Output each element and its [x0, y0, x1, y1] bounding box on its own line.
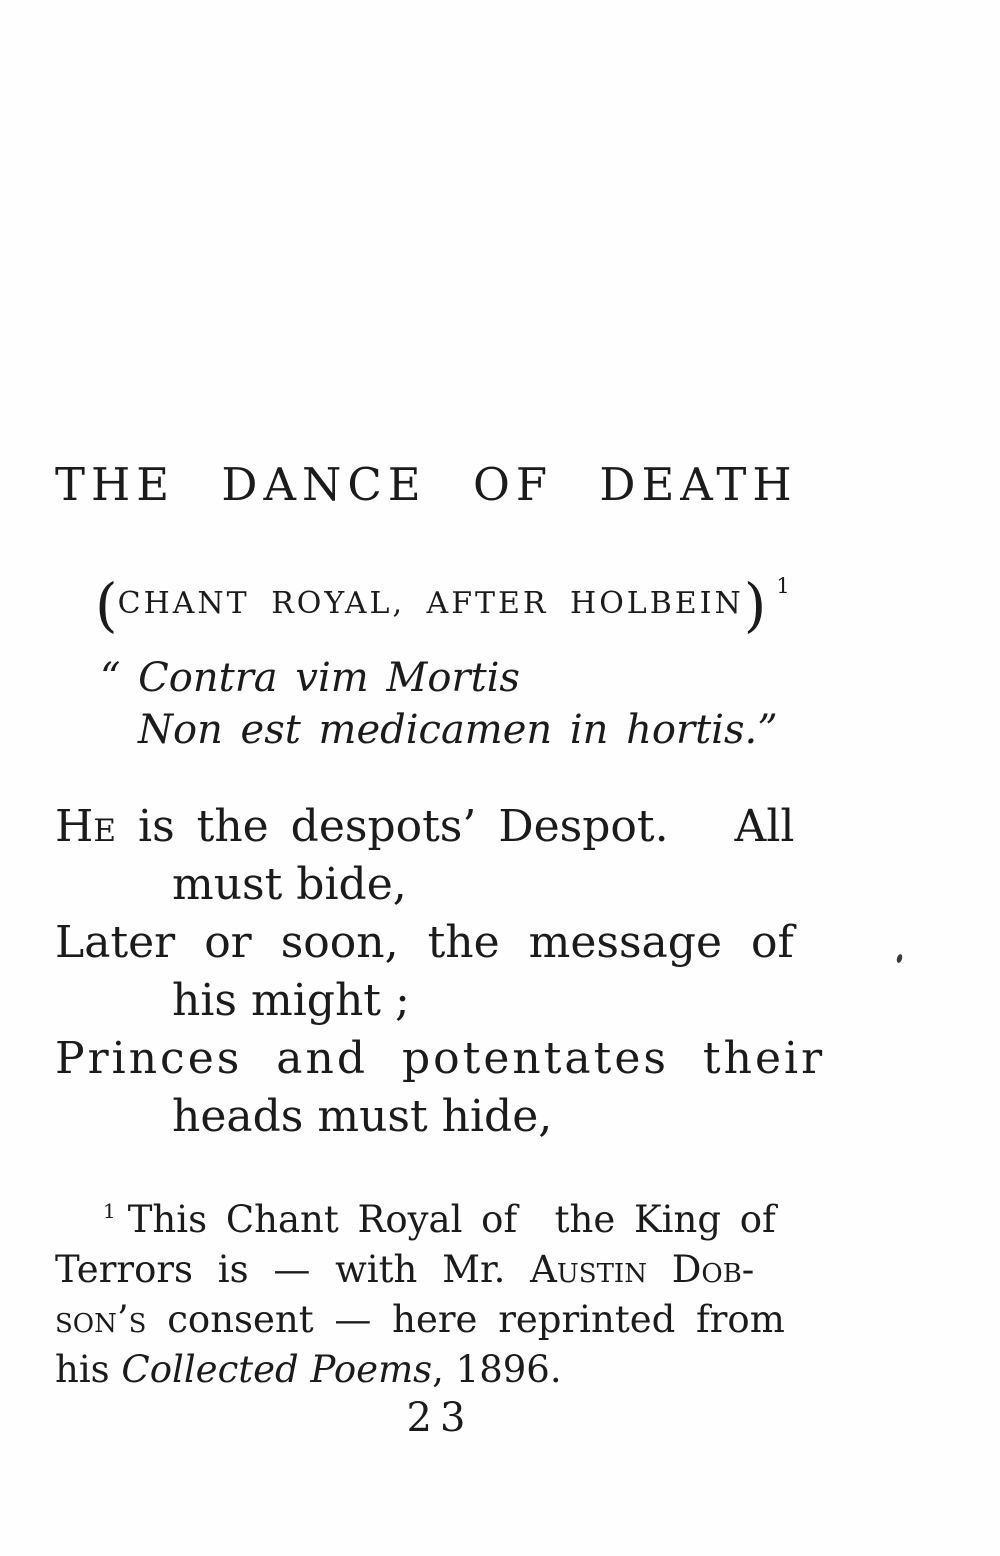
poem-line-text: Princes and potentates their: [55, 1033, 826, 1084]
poem-line: [55, 1030, 845, 1146]
poem-line-continuation: must bide,: [172, 859, 407, 910]
epigraph-line: “ Contra vim Mortis: [100, 655, 520, 701]
footnote-reference-marker: 1: [776, 574, 790, 598]
footnote-line: [55, 1345, 845, 1395]
poem-line: [55, 914, 845, 1030]
page-title: THE DANCE OF DEATH: [55, 458, 798, 511]
poem-line: [55, 798, 845, 914]
poem-line-continuation: heads must hide,: [172, 1091, 553, 1142]
print-speck: [896, 953, 904, 963]
footnote-book-title: Collected Poems: [121, 1348, 433, 1391]
poem-line-text: is the despots’ Despot. All: [116, 801, 795, 852]
subtitle-close-paren: ): [743, 571, 767, 639]
subtitle-open-paren: (: [95, 571, 118, 639]
footnote-smallcaps-name: son’s: [55, 1298, 147, 1341]
poem-line-continuation: his might ;: [172, 975, 410, 1026]
footnote-line: [55, 1295, 845, 1345]
footnote-line: [55, 1245, 845, 1295]
footnote-smallcaps-name: Austin Dob-: [530, 1248, 755, 1291]
epigraph-line: Non est medicamen in hortis.”: [138, 707, 778, 753]
poem-lead-word: He: [55, 801, 117, 852]
footnote-text: consent — here reprinted from: [146, 1298, 785, 1341]
poem-line-text: Later or soon, the message of: [55, 917, 794, 968]
footnote-text: This Chant Royal of the King of: [127, 1198, 776, 1241]
footnote-text: , 1896.: [432, 1348, 562, 1391]
footnote-text: his: [55, 1348, 122, 1391]
subtitle-text: CHANT ROYAL, AFTER HOLBEIN: [117, 586, 744, 621]
poem-line-main: [55, 798, 845, 856]
subtitle: [95, 556, 790, 639]
epigraph: [100, 652, 778, 756]
footnote-text: Terrors is — with Mr.: [55, 1248, 531, 1291]
page-number: 23: [406, 1395, 474, 1441]
footnote-line: [55, 1186, 845, 1245]
footnote-marker: 1: [103, 1199, 116, 1223]
footnote: [55, 1186, 845, 1395]
